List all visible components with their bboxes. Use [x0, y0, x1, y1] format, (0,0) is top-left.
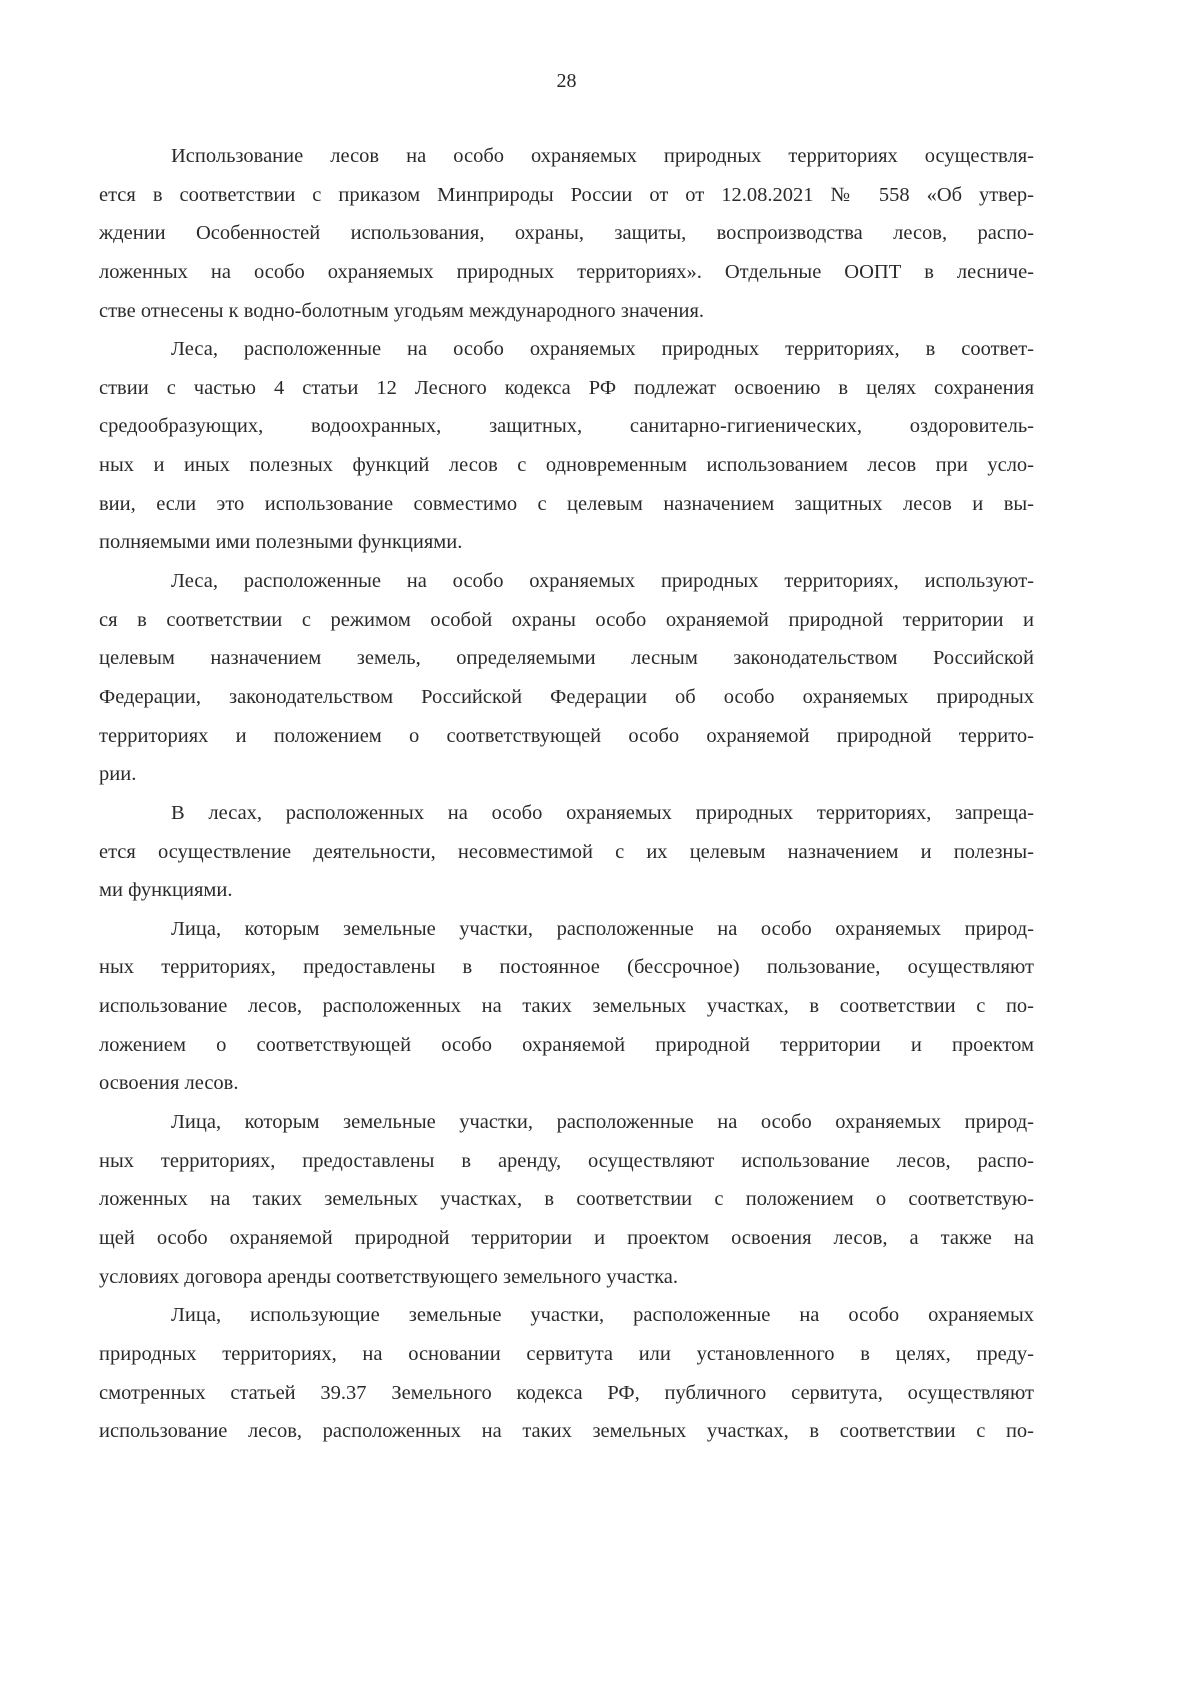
paragraph — [99, 910, 1034, 1103]
text-line: ждении Особенностей использования, охраны, защиты, воспроизводства лесов, распо- — [99, 222, 1034, 245]
paragraph — [99, 1103, 1034, 1296]
text-line: Лица, использующие земельные участки, расположенные на особо охраняемых — [171, 1304, 1034, 1327]
text-line: ных территориях, предоставлены в аренду, осуществляют использование лесов, распо- — [99, 1149, 1034, 1172]
text-line: ся в соответствии с режимом особой охраны особо охраняемой природной территории и — [99, 608, 1034, 631]
text-line: ных и иных полезных функций лесов с одновременным использованием лесов при усло- — [99, 454, 1034, 477]
text-line: использование лесов, расположенных на таких земельных участках, в соответствии с по- — [99, 995, 1034, 1018]
text-line: территориях и положением о соответствующей особо охраняемой природной террито- — [99, 724, 1034, 747]
text-line: Леса, расположенные на особо охраняемых природных территориях, используют- — [171, 570, 1034, 593]
paragraph — [99, 1296, 1034, 1451]
text-line: полняемыми ими полезными функциями. — [99, 531, 463, 554]
text-line: Лица, которым земельные участки, расположенные на особо охраняемых природ- — [171, 1111, 1034, 1134]
text-line: целевым назначением земель, определяемыми лесным законодательством Российской — [99, 647, 1034, 670]
text-line: Федерации, законодательством Российской Федерации об особо охраняемых природных — [99, 685, 1034, 708]
text-line: ется осуществление деятельности, несовместимой с их целевым назначением и полезны- — [99, 840, 1034, 863]
text-line: средообразующих, водоохранных, защитных, санитарно-гигиенических, оздоровитель- — [99, 415, 1034, 438]
text-line: ствии с частью 4 статьи 12 Лесного кодекса РФ подлежат освоению в целях сохранения — [99, 376, 1034, 399]
text-line: освоения лесов. — [99, 1072, 239, 1095]
text-line: ложенных на особо охраняемых природных территориях». Отдельные ООПТ в лесниче- — [99, 260, 1034, 283]
text-line: вии, если это использование совместимо с целевым назначением защитных лесов и вы- — [99, 492, 1034, 515]
text-line: Использование лесов на особо охраняемых природных территориях осуществля- — [171, 145, 1034, 167]
text-line: использование лесов, расположенных на таких земельных участках, в соответствии с по- — [99, 1420, 1034, 1443]
text-line: В лесах, расположенных на особо охраняемых природных территориях, запреща- — [171, 801, 1034, 824]
paragraph — [99, 137, 1034, 330]
text-line: смотренных статьей 39.37 Земельного кодекса РФ, публичного сервитута, осуществляют — [99, 1381, 1034, 1404]
text-line: рии. — [99, 763, 137, 786]
paragraph — [99, 562, 1034, 794]
page-number: 28 — [556, 70, 577, 92]
text-line: щей особо охраняемой природной территории и проектом освоения лесов, а также на — [99, 1226, 1034, 1249]
text-line: условиях договора аренды соответствующего земельного участка. — [99, 1265, 678, 1288]
text-line: ложением о соответствующей особо охраняемой природной территории и проектом — [99, 1033, 1034, 1056]
document-body — [99, 137, 1034, 1451]
text-line: ложенных на таких земельных участках, в соответствии с положением о соответствую- — [99, 1188, 1034, 1211]
paragraph — [99, 794, 1034, 910]
text-line: ется в соответствии с приказом Минприроды России от от 12.08.2021 № 558 «Об утвер- — [99, 183, 1034, 206]
text-line: Леса, расположенные на особо охраняемых природных территориях, в соответ- — [171, 338, 1034, 361]
text-line: стве отнесены к водно-болотным угодьям международного значения. — [99, 299, 705, 322]
text-line: природных территориях, на основании сервитута или установленного в целях, преду- — [99, 1342, 1034, 1365]
paragraph — [99, 330, 1034, 562]
text-line: ми функциями. — [99, 879, 233, 902]
text-line: ных территориях, предоставлены в постоянное (бессрочное) пользование, осуществляют — [99, 956, 1034, 979]
text-line: Лица, которым земельные участки, расположенные на особо охраняемых природ- — [171, 917, 1034, 940]
